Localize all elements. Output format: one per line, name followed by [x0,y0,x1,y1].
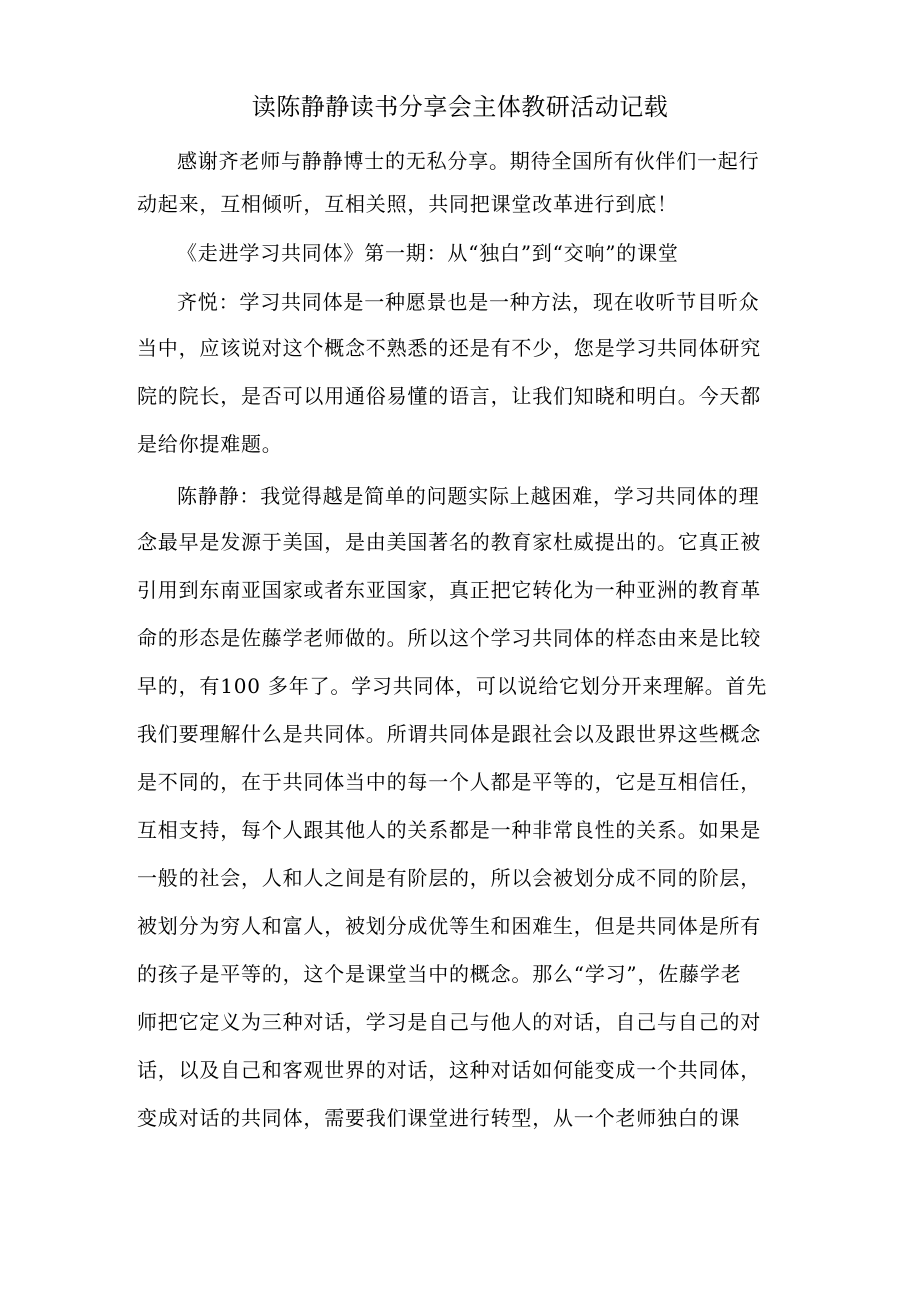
text-line: 变成对话的共同体，需要我们课堂进行转型，从一个老师独白的课 [137,1106,741,1130]
text-line: 师把它定义为三种对话，学习是自己与他人的对话，自己与自己的对 [137,1010,761,1034]
text-line: 早的，有100 多年了。学习共同体，可以说给它划分开来理解。首先 [137,674,768,698]
text-line: 互相支持，每个人跟其他人的关系都是一种非常良性的关系。如果是 [137,818,761,842]
text-line: 被划分为穷人和富人，被划分成优等生和困难生，但是共同体是所有 [137,914,761,938]
document-title: 读陈静静读书分享会主体教研活动记载 [251,93,669,121]
text-line: 是不同的，在于共同体当中的每一个人都是平等的，它是互相信任， [137,770,761,794]
text-line: 引用到东南亚国家或者东亚国家，真正把它转化为一种亚洲的教育革 [137,578,761,602]
text-line: 《走进学习共同体》第一期：从“独白”到“交响”的课堂 [177,241,679,265]
text-line: 一般的社会，人和人之间是有阶层的，所以会被划分成不同的阶层， [137,866,761,890]
text-line: 念最早是发源于美国，是由美国著名的教育家杜威提出的。它真正被 [137,530,761,554]
text-line: 感谢齐老师与静静博士的无私分享。期待全国所有伙伴们一起行 [177,149,760,173]
text-line: 陈静静：我觉得越是简单的问题实际上越困难，学习共同体的理 [177,484,760,508]
text-line: 话，以及自己和客观世界的对话，这种对话如何能变成一个共同体， [137,1058,761,1082]
text-line: 当中，应该说对这个概念不熟悉的还是有不少，您是学习共同体研究 [137,336,761,360]
text-line: 动起来，互相倾听，互相关照，共同把课堂改革进行到底！ [137,192,678,216]
text-line: 齐悦：学习共同体是一种愿景也是一种方法，现在收听节目听众 [177,290,760,314]
text-line: 的孩子是平等的，这个是课堂当中的概念。那么“学习”，佐藤学老 [137,962,742,986]
text-line: 我们要理解什么是共同体。所谓共同体是跟社会以及跟世界这些概念 [137,722,761,746]
text-line: 是给你提难题。 [137,432,283,456]
text-line: 院的院长，是否可以用通俗易懂的语言，让我们知晓和明白。今天都 [137,384,761,408]
text-line: 命的形态是佐藤学老师做的。所以这个学习共同体的样态由来是比较 [137,626,761,650]
